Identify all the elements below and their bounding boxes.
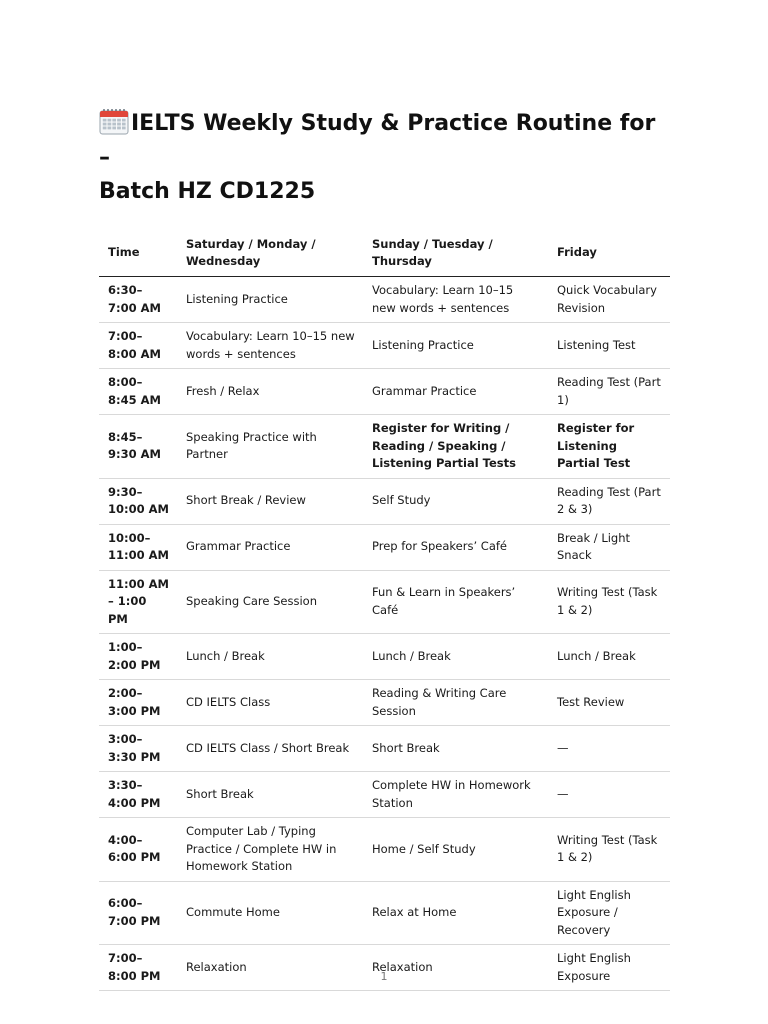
table-row [99, 524, 670, 570]
table-row [99, 818, 670, 882]
table-cell: Register for Writing / Reading / Speaking / Listening Partial Tests [363, 415, 548, 479]
page-number: 1 [380, 970, 388, 983]
table-row [99, 881, 670, 945]
document-page [99, 107, 670, 991]
table-cell: Relaxation [363, 945, 548, 991]
table-cell: Lunch / Break [548, 634, 670, 680]
time-cell: 6:00–7:00 PM [99, 881, 177, 945]
table-cell: Fun & Learn in Speakers’ Café [363, 570, 548, 634]
table-cell: Writing Test (Task 1 & 2) [548, 570, 670, 634]
table-cell: Relaxation [177, 945, 363, 991]
table-cell: Lunch / Break [177, 634, 363, 680]
time-cell: 1:00–2:00 PM [99, 634, 177, 680]
table-row [99, 478, 670, 524]
table-cell: Writing Test (Task 1 & 2) [548, 818, 670, 882]
time-cell: 3:00–3:30 PM [99, 726, 177, 772]
table-cell: Computer Lab / Typing Practice / Complete HW in Homework Station [177, 818, 363, 882]
table-cell: Short Break / Review [177, 478, 363, 524]
table-cell: Grammar Practice [363, 369, 548, 415]
table-cell: Relax at Home [363, 881, 548, 945]
time-cell: 8:45–9:30 AM [99, 415, 177, 479]
table-cell: CD IELTS Class [177, 680, 363, 726]
table-cell: Short Break [177, 772, 363, 818]
table-cell: Grammar Practice [177, 524, 363, 570]
table-cell: Vocabulary: Learn 10–15 new words + sentences [177, 323, 363, 369]
header-friday: Friday [548, 230, 670, 277]
table-cell: Lunch / Break [363, 634, 548, 680]
table-header-row [99, 230, 670, 277]
table-cell: Listening Practice [363, 323, 548, 369]
table-row [99, 945, 670, 991]
time-cell: 11:00 AM – 1:00 PM [99, 570, 177, 634]
table-cell: Break / Light Snack [548, 524, 670, 570]
time-cell: 6:30–7:00 AM [99, 277, 177, 323]
table-cell: — [548, 772, 670, 818]
title-line-2: Batch HZ CD1225 [99, 179, 316, 204]
table-cell: Complete HW in Homework Station [363, 772, 548, 818]
table-cell: CD IELTS Class / Short Break [177, 726, 363, 772]
table-row [99, 323, 670, 369]
calendar-icon [99, 107, 129, 135]
table-cell: Listening Practice [177, 277, 363, 323]
table-cell: Vocabulary: Learn 10–15 new words + sentences [363, 277, 548, 323]
time-cell: 4:00–6:00 PM [99, 818, 177, 882]
table-row [99, 277, 670, 323]
table-cell: Test Review [548, 680, 670, 726]
time-cell: 10:00–11:00 AM [99, 524, 177, 570]
table-row [99, 680, 670, 726]
document-title [99, 107, 670, 209]
table-cell: Prep for Speakers’ Café [363, 524, 548, 570]
title-line-1: IELTS Weekly Study & Practice Routine for – [99, 111, 656, 170]
table-cell: Light English Exposure / Recovery [548, 881, 670, 945]
table-cell: Reading Test (Part 1) [548, 369, 670, 415]
time-cell: 8:00–8:45 AM [99, 369, 177, 415]
table-cell: — [548, 726, 670, 772]
header-sat-mon-wed: Saturday / Monday / Wednesday [177, 230, 363, 277]
table-row [99, 415, 670, 479]
table-cell: Commute Home [177, 881, 363, 945]
table-cell: Self Study [363, 478, 548, 524]
table-row [99, 726, 670, 772]
table-row [99, 634, 670, 680]
table-cell: Reading Test (Part 2 & 3) [548, 478, 670, 524]
header-sun-tue-thu: Sunday / Tuesday / Thursday [363, 230, 548, 277]
table-row [99, 369, 670, 415]
table-cell: Short Break [363, 726, 548, 772]
time-cell: 7:00–8:00 AM [99, 323, 177, 369]
table-row [99, 570, 670, 634]
table-cell: Listening Test [548, 323, 670, 369]
time-cell: 3:30–4:00 PM [99, 772, 177, 818]
time-cell: 7:00–8:00 PM [99, 945, 177, 991]
table-cell: Reading & Writing Care Session [363, 680, 548, 726]
schedule-table [99, 230, 670, 991]
table-cell: Speaking Care Session [177, 570, 363, 634]
table-cell: Light English Exposure [548, 945, 670, 991]
table-row [99, 772, 670, 818]
time-cell: 9:30–10:00 AM [99, 478, 177, 524]
header-time: Time [99, 230, 177, 277]
table-cell: Speaking Practice with Partner [177, 415, 363, 479]
time-cell: 2:00–3:00 PM [99, 680, 177, 726]
table-cell: Register for Listening Partial Test [548, 415, 670, 479]
table-cell: Quick Vocabulary Revision [548, 277, 670, 323]
table-cell: Home / Self Study [363, 818, 548, 882]
table-cell: Fresh / Relax [177, 369, 363, 415]
